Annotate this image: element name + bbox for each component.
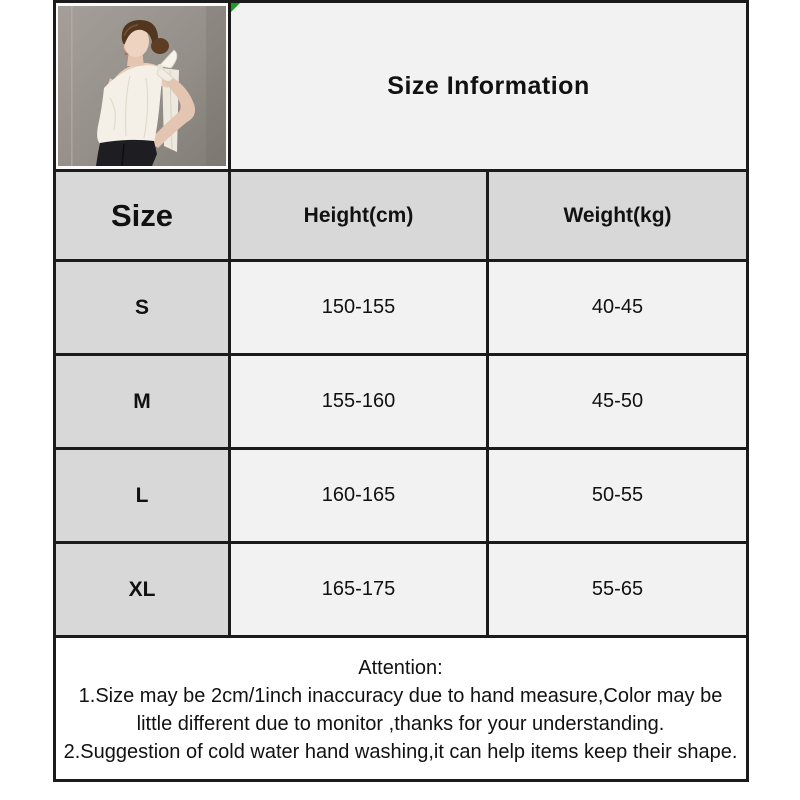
column-header-height: Height(cm): [230, 171, 488, 261]
table-row-m: [55, 355, 748, 449]
attention-note-1: 1.Size may be 2cm/1inch inaccuracy due to hand measure,Color may be little different due to monitor ,thanks for your understanding.: [78, 685, 723, 735]
height-value: 155-160: [230, 355, 488, 449]
table-row-l: [55, 449, 748, 543]
weight-value: 40-45: [488, 261, 748, 355]
green-corner-marker-icon: [231, 3, 240, 12]
weight-value: 45-50: [488, 355, 748, 449]
attention-heading: Attention:: [358, 657, 443, 679]
size-label: L: [55, 449, 230, 543]
attention-row: [55, 637, 748, 781]
size-information-table: [53, 0, 749, 782]
weight-value: 55-65: [488, 543, 748, 637]
size-label: XL: [55, 543, 230, 637]
size-label: M: [55, 355, 230, 449]
size-chart-sheet: [53, 0, 746, 797]
column-header-weight: Weight(kg): [488, 171, 748, 261]
height-value: 165-175: [230, 543, 488, 637]
top-row: [55, 2, 748, 171]
attention-note-2: 2.Suggestion of cold water hand washing,it can help items keep their shape.: [63, 741, 738, 763]
page-title: Size Information: [387, 71, 590, 100]
product-photo: [58, 6, 226, 166]
size-label: S: [55, 261, 230, 355]
table-row-s: [55, 261, 748, 355]
product-photo-cell: [55, 2, 230, 171]
attention-cell: [55, 637, 748, 781]
table-header-row: [55, 171, 748, 261]
table-row-xl: [55, 543, 748, 637]
weight-value: 50-55: [488, 449, 748, 543]
column-header-size: Size: [55, 171, 230, 261]
title-cell: [230, 2, 748, 171]
height-value: 160-165: [230, 449, 488, 543]
height-value: 150-155: [230, 261, 488, 355]
